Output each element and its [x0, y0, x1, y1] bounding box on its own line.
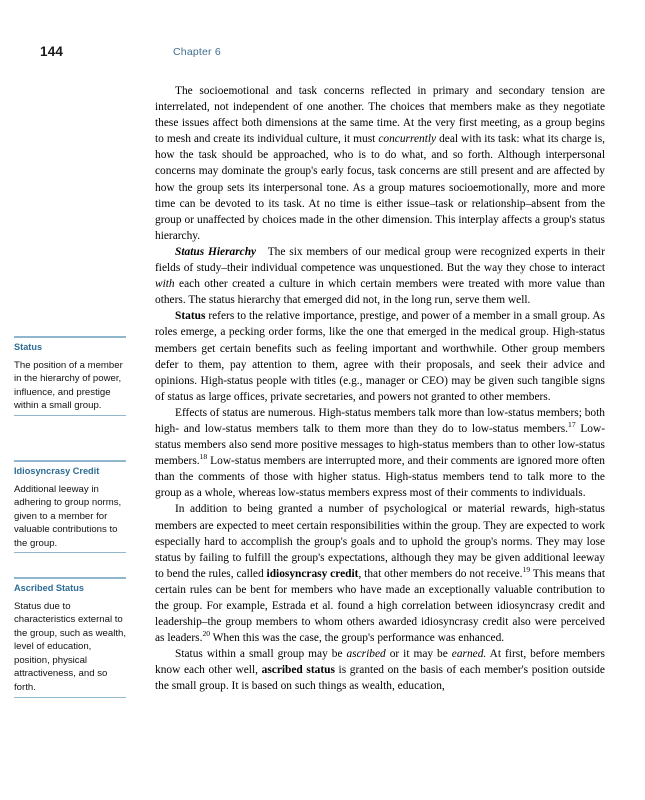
glossary-rule-bottom	[14, 415, 126, 416]
run-in-heading: Status Hierarchy	[175, 245, 257, 258]
glossary-definition: Additional leeway in adhering to group norms, given to a member for valuable contributions to the group.	[14, 483, 122, 549]
glossary-rule-bottom	[14, 552, 126, 553]
glossary-rule-top	[14, 336, 126, 338]
paragraph-6: Status within a small group may be ascribed or it may be earned. At first, before members know each other well, ascribed status is granted on the basis of each member's position outside the small group. It is based on such things as wealth, education,	[155, 648, 605, 693]
footnote-ref-20: 20	[202, 629, 211, 639]
term-ascribed-status: ascribed status	[261, 664, 335, 677]
glossary-term: Idiosyncrasy Credit	[14, 466, 100, 476]
paragraph-4: Effects of status are numerous. High-status members talk more than low-status members; both high- and low-status members talk to them more than they do to low-status members.$^{17}$ Low-status members also send more positive messages to high-status members than to other low-status members.$^{18}$ Low-status members are interrupted more, and their comments are ignored more often than the comments of those with higher status. High-status members tend to talk more to the group as a whole, whereas low-status members express most of their comments to individuals.	[155, 406, 605, 500]
paragraph-3: Status refers to the relative importance, prestige, and power of a member in a small group. As roles emerge, a pecking order forms, like the one that emerged in the medical group. High-status members get certain benefits such as feeling important and worthwhile. Other group members defer to them, pay attention to them, agree with their proposals, and seek their advice and opinions. High-status people with titles (e.g., manager or CEO) may be given such tangible signs of status as large offices, private secretaries, and powers not granted to other members.	[155, 310, 605, 403]
term-status: Status	[175, 310, 206, 323]
glossary-rule-bottom	[14, 697, 126, 698]
glossary-box-ascribed-status	[14, 577, 126, 698]
glossary-term: Status	[14, 342, 43, 352]
term-idiosyncrasy-credit: idiosyncrasy credit	[266, 567, 359, 580]
glossary-box-idiosyncrasy-credit	[14, 460, 126, 553]
running-head	[40, 44, 605, 62]
glossary-box-status	[14, 336, 126, 416]
footnote-ref-19: 19	[522, 565, 531, 575]
glossary-definition: The position of a member in the hierarchy of power, influence, and prestige within a small group.	[14, 359, 123, 412]
footnote-ref-18: 18	[199, 452, 208, 462]
page-number: 144	[40, 44, 64, 59]
main-text-column	[155, 83, 605, 695]
glossary-rule-top	[14, 577, 126, 579]
glossary-term: Ascribed Status	[14, 583, 84, 593]
footnote-ref-17: 17	[568, 420, 576, 430]
glossary-rule-top	[14, 460, 126, 462]
chapter-label: Chapter 6	[173, 46, 221, 58]
paragraph-2: Status Hierarchy The six members of our medical group were recognized experts in their fields of study–their individual competence was unquestioned. But the way they chose to interact with each other created a culture in which certain members were treated with more value than others. The status hierarchy that emerged did not, in the long run, serve them well.	[155, 245, 605, 307]
paragraph-text: The socioemotional and task concerns reflected in primary and secondary tension are interrelated, not independent of one another. The choices that members make as they negotiate these issues affect both dimensions at the same time. At the very first meeting, as a group begins to mesh and create its individual culture, it must concurrently deal with its task: what its charge is, how the task should be approached, who is to do what, and so forth. Although interpersonal concerns may dominate the group's early focus, task concerns are still present and are affected by how the group sets its interpersonal tone. As a group matures socioemotionally, more and more time can be devoted to its task. At no time is either issue–task or relationship–absent from the group or unaffected by choices made in the other dimension. This interplay affects a group's status hierarchy.	[155, 85, 605, 242]
glossary-definition: Status due to characteristics external to the group, such as wealth, level of education, position, physical attractiveness, and so forth.	[14, 600, 126, 694]
paragraph-1	[155, 83, 605, 244]
paragraph-5: In addition to being granted a number of psychological or material rewards, high-status members are expected to meet certain responsibilities within the group. They are expected to work especially hard to accomplish the group's goals and to uphold the group's norms. They may lose status by failing to fulfill the group's expectations, although they may be given additional leeway to bend the rules, called idiosyncrasy credit, that other members do not receive.$^{19}$ This means that certain rules can be bent for members who have made an exceptionally valuable contribution to the group. For example, Estrada et al. found a high correlation between idiosyncrasy credit and leadership–the group members to whom others awarded idiosyncrasy credit also were perceived as leaders.$^{20}$ When this was the case, the group's performance was enhanced.	[155, 503, 605, 645]
